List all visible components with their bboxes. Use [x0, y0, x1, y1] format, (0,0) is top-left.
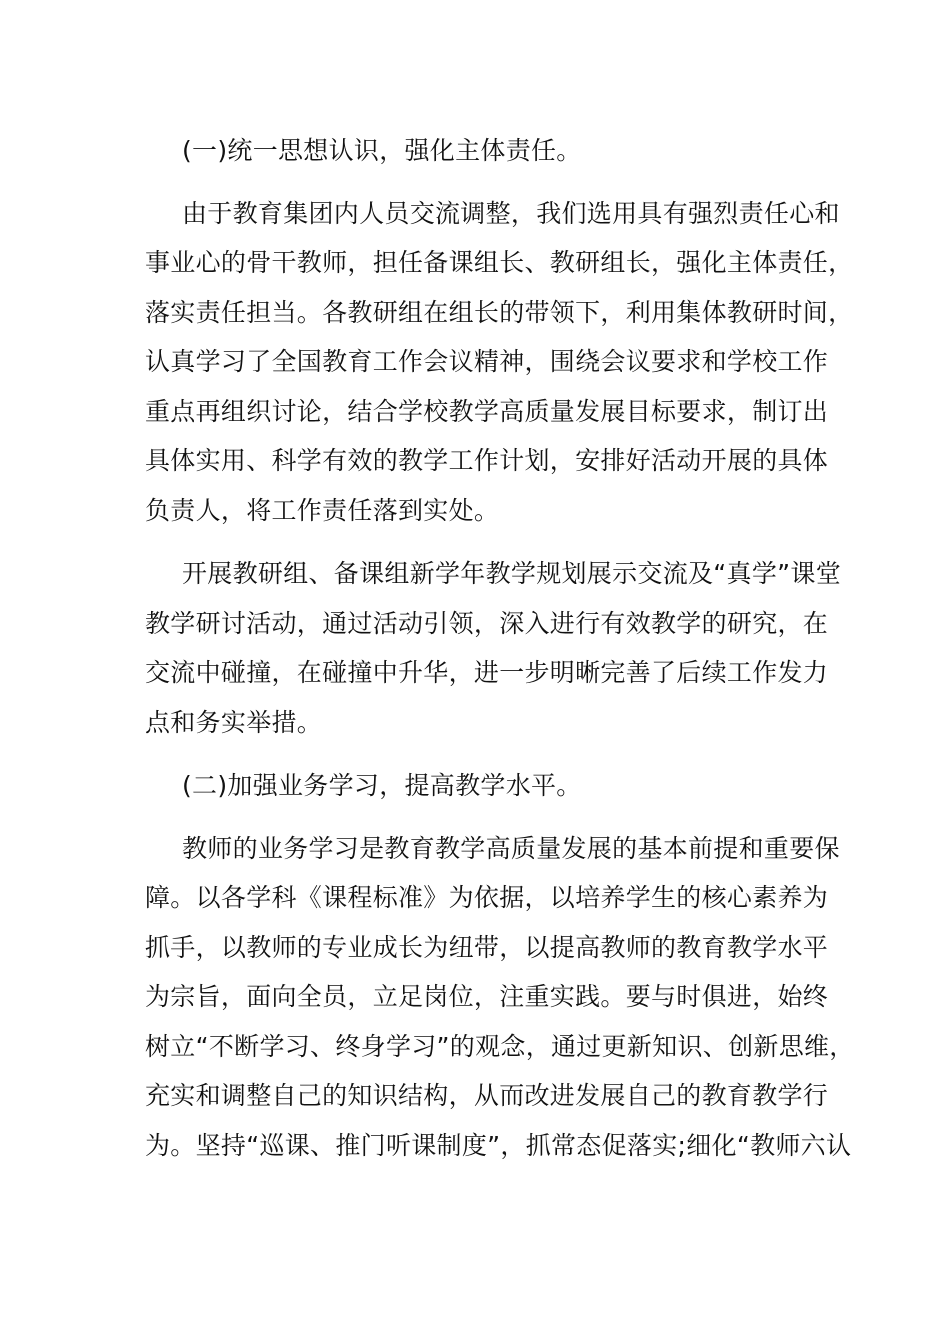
paragraph-line: 具体实用、科学有效的教学工作计划，安排好活动开展的具体	[145, 446, 829, 475]
paragraph-line: 点和务实举措。	[145, 708, 323, 737]
paragraph-line: 树立“不断学习、终身学习”的观念，通过更新知识、创新思维，	[145, 1032, 855, 1061]
paragraph-line: 充实和调整自己的知识结构，从而改进发展自己的教育教学行	[145, 1081, 829, 1110]
paragraph-line: 负责人，将工作责任落到实处。	[145, 496, 500, 525]
section-heading-2: (二)加强业务学习，提高教学水平。	[182, 771, 582, 800]
paragraph-line: 事业心的骨干教师，担任备课组长、教研组长，强化主体责任，	[145, 248, 854, 277]
paragraph-line: 由于教育集团内人员交流调整，我们选用具有强烈责任心和	[182, 199, 840, 228]
paragraph-line: 重点再组织讨论，结合学校教学高质量发展目标要求，制订出	[145, 397, 829, 426]
paragraph-line: 交流中碰撞，在碰撞中升华，进一步明晰完善了后续工作发力	[145, 658, 829, 687]
paragraph-line: 教学研讨活动，通过活动引领，深入进行有效教学的研究，在	[145, 609, 829, 638]
section-heading-1: (一)统一思想认识，强化主体责任。	[182, 136, 582, 165]
paragraph-line: 障。以各学科《课程标准》为依据，以培养学生的核心素养为	[145, 883, 829, 912]
paragraph-line: 抓手，以教师的专业成长为纽带，以提高教师的教育教学水平	[145, 933, 829, 962]
paragraph-line: 为。坚持“巡课、推门听课制度”，抓常态促落实;细化“教师六认	[145, 1131, 852, 1160]
paragraph-line: 教师的业务学习是教育教学高质量发展的基本前提和重要保	[182, 834, 840, 863]
paragraph-line: 认真学习了全国教育工作会议精神，围绕会议要求和学校工作	[145, 347, 829, 376]
paragraph-line: 落实责任担当。各教研组在组长的带领下，利用集体教研时间，	[145, 298, 854, 327]
paragraph-line: 为宗旨，面向全员，立足岗位，注重实践。要与时俱进，始终	[145, 982, 829, 1011]
paragraph-line: 开展教研组、备课组新学年教学规划展示交流及“真学”课堂	[182, 559, 842, 588]
